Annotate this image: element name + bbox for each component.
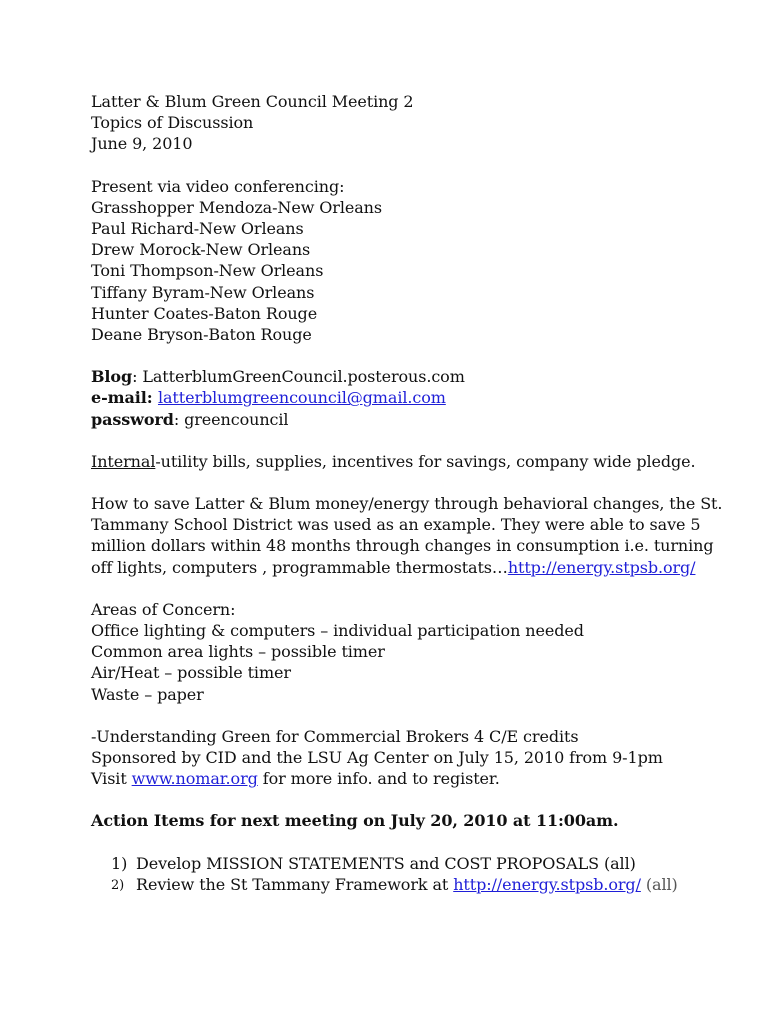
visit-suffix: for more info. and to register. <box>257 769 500 789</box>
attendee: Toni Thompson-New Orleans <box>91 261 324 281</box>
savings-line-2: Tammany School District was used as an example. They were able to save 5 <box>91 515 701 535</box>
internal-text: -utility bills, supplies, incentives for savings, company wide pledge. <box>155 451 696 471</box>
concern-item: Office lighting & computers – individual participation needed <box>91 621 584 641</box>
blog-label: Blog <box>91 367 133 387</box>
nomar-link[interactable]: www.nomar.org <box>131 769 258 789</box>
action-item <box>91 874 748 895</box>
email-link[interactable]: latterblumgreencouncil@gmail.com <box>157 388 446 408</box>
attendee: Drew Morock-New Orleans <box>91 240 311 260</box>
stpsb-link[interactable]: http://energy.stpsb.org/ <box>507 557 696 577</box>
blog-value: : LatterblumGreenCouncil.posterous.com <box>132 367 465 387</box>
email-line <box>91 387 748 408</box>
savings-line-4 <box>91 557 748 578</box>
action-item-number: 2) <box>111 877 125 893</box>
internal-line <box>91 451 748 472</box>
password-label: password <box>91 409 174 429</box>
password-value: : greencouncil <box>173 409 289 429</box>
savings-text: off lights, computers , programmable thermostats… <box>91 557 508 577</box>
meeting-subtitle: Topics of Discussion <box>91 113 254 133</box>
action-item <box>91 853 748 874</box>
action-items-heading: Action Items for next meeting on July 20, 2010 at 11:00am. <box>91 811 619 831</box>
concern-item: Air/Heat – possible timer <box>91 663 291 683</box>
training-line-2: Sponsored by CID and the LSU Ag Center on July 15, 2010 from 9-1pm <box>91 748 663 768</box>
training-visit-line <box>91 768 748 789</box>
attendee: Hunter Coates-Baton Rouge <box>91 303 318 323</box>
visit-prefix: Visit <box>91 769 132 789</box>
action-item-suffix: (all) <box>640 874 678 894</box>
training-line-1: -Understanding Green for Commercial Brokers 4 C/E credits <box>91 726 579 746</box>
action-item-number: 1) <box>111 853 128 873</box>
attendee: Deane Bryson-Baton Rouge <box>91 325 312 345</box>
concern-item: Common area lights – possible timer <box>91 642 385 662</box>
attendee: Grasshopper Mendoza-New Orleans <box>91 197 382 217</box>
attendees-heading: Present via video conferencing: <box>91 176 345 196</box>
password-line <box>91 409 748 430</box>
savings-line-1: How to save Latter & Blum money/energy through behavioral changes, the St. <box>91 494 723 514</box>
savings-line-3: million dollars within 48 months through changes in consumption i.e. turning <box>91 536 714 556</box>
internal-label: Internal <box>91 451 156 471</box>
action-item-text: Develop MISSION STATEMENTS and COST PROPOSALS (all) <box>136 853 636 873</box>
action-items-list <box>91 853 748 895</box>
framework-link[interactable]: http://energy.stpsb.org/ <box>453 874 641 894</box>
concerns-heading: Areas of Concern: <box>91 599 236 619</box>
attendee: Tiffany Byram-New Orleans <box>91 282 315 302</box>
action-item-text: Review the St Tammany Framework at <box>136 874 454 894</box>
concern-item: Waste – paper <box>91 684 204 704</box>
email-separator: : <box>146 388 158 408</box>
meeting-title: Latter & Blum Green Council Meeting 2 <box>91 92 414 111</box>
attendee: Paul Richard-New Orleans <box>91 219 304 239</box>
blog-line <box>91 366 748 387</box>
meeting-date: June 9, 2010 <box>91 134 193 154</box>
email-label: e-mail <box>91 388 147 408</box>
